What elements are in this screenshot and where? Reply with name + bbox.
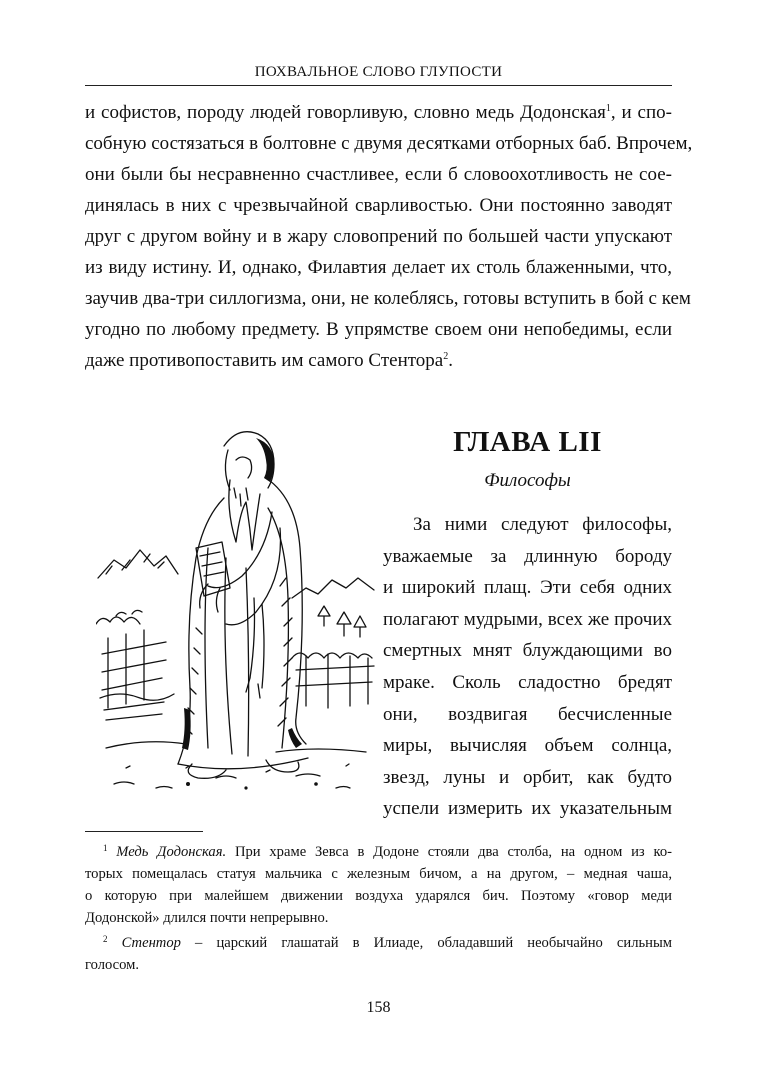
text-line: $^1$ Медь Додонская. При храме Зевса в Додоне стояли два столба, на одном из ко- [103,843,672,860]
intro-paragraph [85,97,693,376]
text-line: из виду истину. И, однако, Филавтия делает их столь блаженными, что, [85,257,672,278]
footnote-term: Медь Додонская. [116,844,227,860]
text-line: торых помещалась статуя мальчика с железным бичом, а на другом, – медная чаша, [85,866,672,882]
text-line: мраке. Сколь сладостно бредят [383,671,672,693]
header-rule [85,85,672,86]
text-line: смертных мнят блуждающими во [383,640,672,662]
footnote-2 [85,932,672,976]
footnote-1 [85,841,672,929]
text-line: и софистов, породу людей говорливую, словно медь Додонская$^1$, и спо- [85,102,672,123]
text-line: $^2$ Стентор – царский глашатай в Илиаде, обладавший необычайно сильным [103,934,672,951]
running-head: ПОХВАЛЬНОЕ СЛОВО ГЛУПОСТИ [254,64,503,80]
footnote-term: Стентор [121,935,181,951]
text-line: они, воздвигая бесчисленные [383,703,672,725]
text-line: и широкий плащ. Эти себя одних [383,577,672,599]
text-line: За ними следуют философы, [413,514,672,535]
chapter-title: ГЛАВА LII [453,426,602,458]
footnote-ref-1[interactable]: 1 [605,103,611,114]
footnote-number: 1 [103,843,108,853]
text-line: собную состязаться в болтовне с двумя десятками отборных баб. Впрочем, [85,133,693,154]
text-line: полагают мудрыми, всех же прочих [383,608,672,630]
chapter-subtitle: Философы [484,470,571,491]
text-line: динялась в них с чрезвычайной сварливостью. Они постоянно заводят [85,195,672,216]
text-line: миры, вычисляя объем солнца, [383,735,672,757]
page-number: 158 [366,999,391,1016]
chapter-paragraph [383,509,672,825]
philosopher-woodcut-icon [96,428,376,808]
text-line: заучив два-три силлогизма, они, не колеблясь, готовы вступить в бой с кем [85,288,691,309]
text-line: даже противопоставить им самого Стентора$^2$. [85,350,453,371]
text-line: друг с другом войну и в жару словопрений по большей части упускают [85,226,672,247]
text-line: они были бы несравненно счастливее, если б словоохотливость не сое- [85,164,672,185]
text-line: угодно по любому предмету. В упрямстве своем они непобедимы, если [85,319,672,340]
text-line: звезд, луны и орбит, как будто [383,766,672,788]
text-line: о которую при малейшем движении воздуха ударялся бич. Поэтому «говор меди [85,888,672,904]
footnote-rule [85,831,203,832]
footnote-number: 2 [103,934,108,944]
text-line: уважаемые за длинную бороду [383,545,672,567]
footnote-ref-2[interactable]: 2 [443,351,449,362]
text-line: голосом. [85,957,140,973]
text-line: успели измерить их указательным [383,798,672,820]
text-line: Додонской» длился почти непрерывно. [85,910,329,926]
